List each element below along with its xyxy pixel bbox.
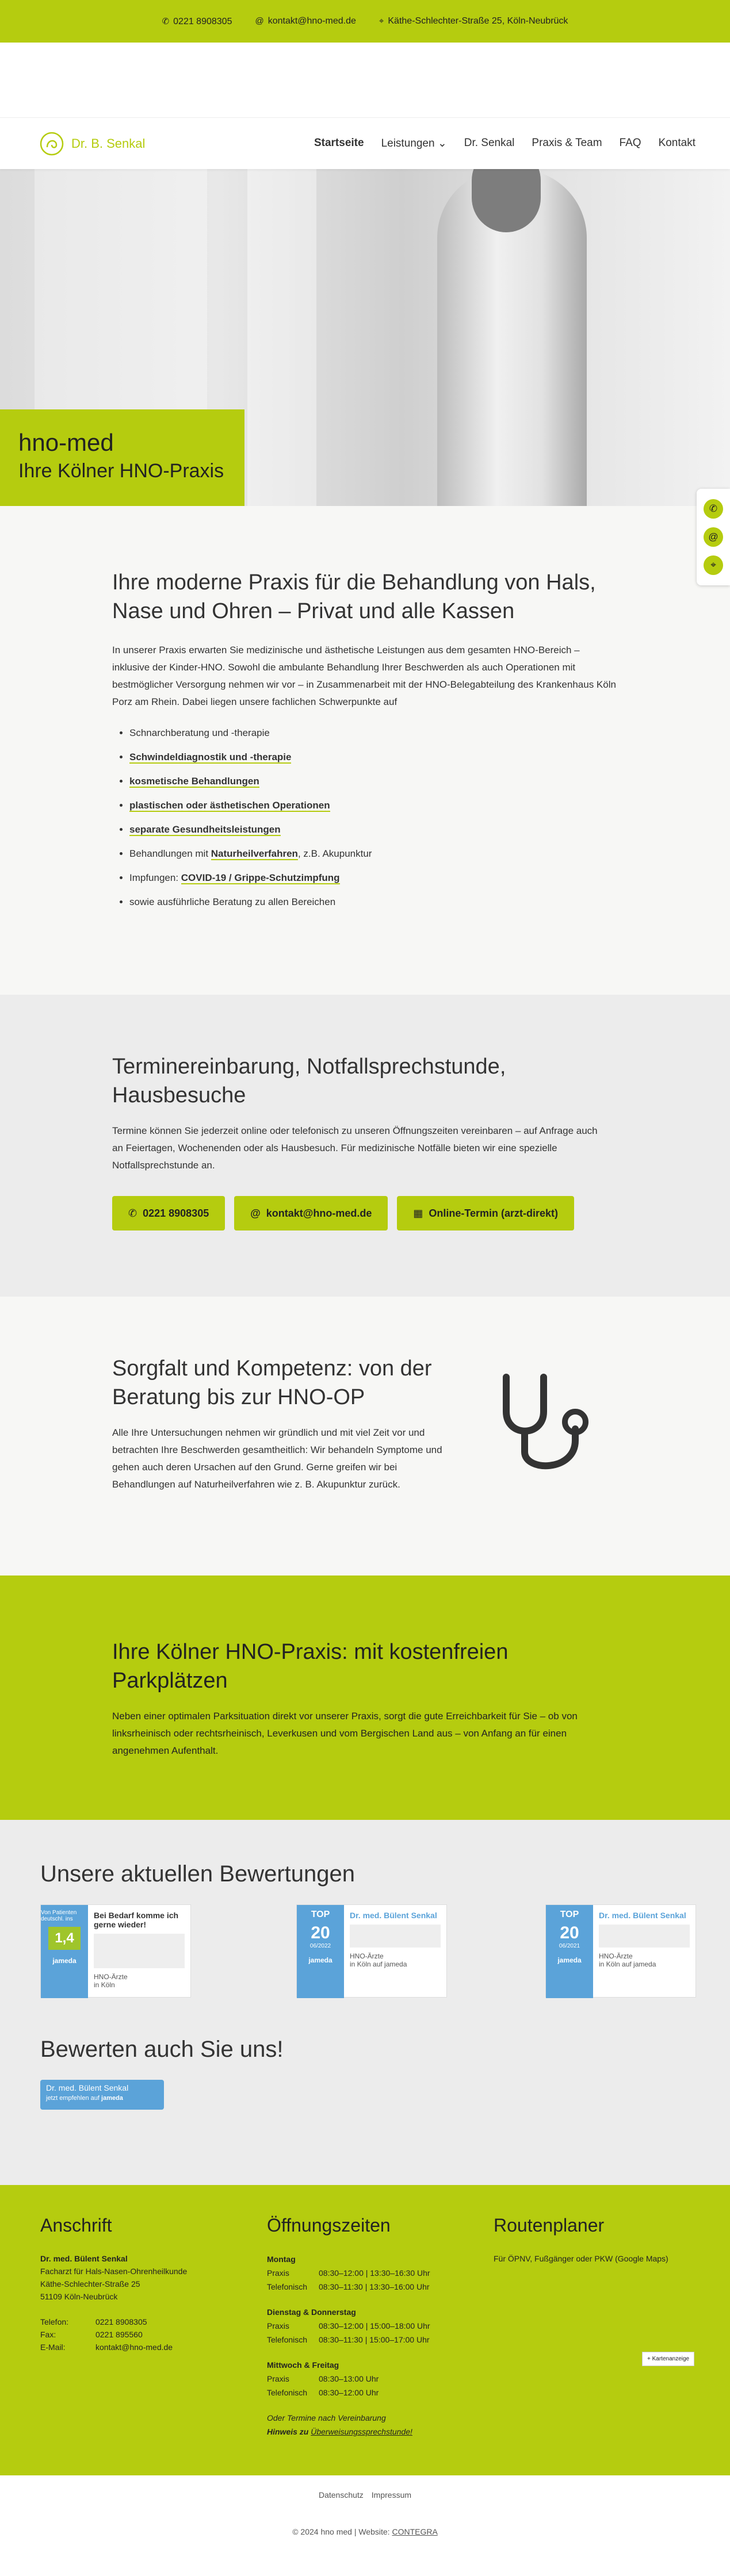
list-item-text: Schnarchberatung und -therapie — [129, 727, 270, 738]
list-item-text: sowie ausführliche Beratung zu allen Bereichen — [129, 896, 336, 907]
topbar-address-text: Käthe-Schlechter-Straße 25, Köln-Neubrück — [388, 16, 568, 26]
appointment-text: Termine können Sie jederzeit online oder telefonisch zu unseren Öffnungszeiten vereinbaren – auf Anfrage auch an Feiertagen, Wochenenden oder als Hausbesuch. Für medizinische Notfälle bieten wir eine spezielle Notfallsprechstunde an. — [112, 1125, 598, 1171]
appointment-buttons — [112, 1196, 730, 1230]
hours-label: Telefonisch — [267, 2335, 308, 2344]
list-item — [129, 866, 730, 890]
widget-divider — [350, 1925, 441, 1948]
list-item — [129, 890, 730, 914]
appointment-title: Terminereinbarung, Notfallsprechstunde, Hausbesuche — [112, 1055, 506, 1107]
hours-group — [267, 2305, 494, 2347]
widget-doctor-name: Dr. med. Bülent Senkal — [350, 1911, 437, 1920]
badge-sub: jetzt empfehlen auf — [46, 2095, 100, 2102]
footer-speciality: Facharzt für Hals-Nasen-Ohrenheilkunde — [40, 2267, 188, 2276]
badge-name: Dr. med. Bülent Senkal — [46, 2083, 129, 2092]
topbar-address[interactable] — [379, 16, 568, 26]
nav-startseite[interactable]: Startseite — [314, 137, 364, 149]
hours-group — [267, 2358, 494, 2399]
imprint-link[interactable]: Impressum — [371, 2490, 412, 2500]
widget-year: 06/2021 — [559, 1943, 580, 1949]
hero-background-shape — [247, 169, 316, 506]
reviews-title: Unsere aktuellen Bewertungen — [40, 1861, 356, 1887]
hours-label: Praxis — [267, 2268, 289, 2278]
hours-label: Telefonisch — [267, 2388, 308, 2397]
hours-value: 08:30–12:00 Uhr — [319, 2388, 379, 2397]
footer-tel-label: Telefon: — [40, 2317, 69, 2326]
site-header — [0, 117, 730, 169]
online-appointment-button[interactable] — [397, 1196, 574, 1230]
calendar-icon: ▦ — [413, 1207, 423, 1219]
nav-kontakt[interactable]: Kontakt — [658, 137, 695, 149]
location-icon[interactable]: ⌖ — [704, 555, 723, 575]
hero — [0, 169, 730, 506]
list-item — [129, 793, 730, 818]
email-button[interactable] — [234, 1196, 388, 1230]
list-item-link[interactable]: COVID-19 / Grippe-Schutzimpfung — [181, 872, 340, 883]
hours-label: Praxis — [267, 2321, 289, 2330]
widget-city: in Köln — [94, 1981, 115, 1989]
footer-street: Käthe-Schlechter-Straße 25 — [40, 2279, 140, 2288]
widget-top-label: TOP — [560, 1910, 579, 1919]
footer-route-text: Für ÖPNV, Fußgänger oder PKW (Google Maps) — [494, 2254, 668, 2263]
hours-note: Oder Termine nach Vereinbarung — [267, 2413, 386, 2422]
widget-brand: jameda — [52, 1957, 77, 1965]
jameda-widget-top20-2021[interactable] — [545, 1904, 696, 1998]
footer-tel[interactable]: 0221 8908305 — [95, 2317, 147, 2326]
copyright — [0, 2527, 730, 2536]
list-item-text: , z.B. Akupunktur — [297, 848, 372, 859]
hero-line1: hno-med — [18, 429, 114, 456]
jameda-widget-grade[interactable] — [40, 1904, 191, 1998]
hours-value: 08:30–13:00 Uhr — [319, 2374, 379, 2383]
widget-headline: Bei Bedarf komme ich gerne wieder! — [94, 1911, 179, 1929]
topbar-email-text: kontakt@hno-med.de — [267, 16, 356, 26]
care-section — [0, 1297, 730, 1575]
hours-label: Telefonisch — [267, 2282, 308, 2291]
call-button[interactable] — [112, 1196, 225, 1230]
top-spacer — [0, 43, 730, 117]
care-text: Alle Ihre Untersuchungen nehmen wir gründlich und mit viel Zeit vor und betrachten Ihre Beschwerden gesamtheitlich: Wir behandeln Symptome und gehen auch deren Ursachen auf den Grund. Gerne greifen wir bei Behandlungen auf Naturheilverfahren wie z. B. Akupunktur zurück. — [112, 1427, 442, 1490]
logo[interactable] — [39, 131, 145, 156]
nav-praxis-team[interactable]: Praxis & Team — [532, 137, 602, 149]
widget-ribbon — [546, 1905, 593, 1998]
widget-brand: jameda — [308, 1956, 332, 1964]
call-button-label: 0221 8908305 — [143, 1207, 209, 1219]
opening-hours — [267, 2252, 494, 2439]
badge-brand: jameda — [101, 2095, 123, 2102]
jameda-recommend-badge[interactable] — [40, 2080, 164, 2110]
hours-value: 08:30–12:00 | 15:00–18:00 Uhr — [319, 2321, 430, 2330]
widget-top-number: 20 — [560, 1923, 579, 1942]
at-icon: @ — [250, 1207, 261, 1219]
appointment-section — [0, 995, 730, 1297]
widget-body — [88, 1905, 190, 1997]
nav-dr-senkal[interactable]: Dr. Senkal — [464, 137, 515, 149]
focus-list — [129, 721, 730, 914]
phone-icon[interactable]: ✆ — [704, 499, 723, 519]
map-button[interactable] — [642, 2352, 694, 2366]
footer-columns — [40, 2215, 730, 2439]
logo-text: Dr. B. Senkal — [71, 136, 146, 151]
widget-divider — [599, 1925, 690, 1948]
widget-role: HNO-Ärzte — [599, 1952, 633, 1960]
bottom-bar — [0, 2475, 730, 2576]
footer-address — [40, 2215, 267, 2439]
care-title: Sorgfalt und Kompetenz: von der Beratung bis zur HNO-OP — [112, 1356, 432, 1409]
parking-title: Ihre Kölner HNO-Praxis: mit kostenfreien Parkplätzen — [112, 1640, 509, 1693]
widget-top-number: 20 — [311, 1923, 330, 1942]
footer-fax: 0221 895560 — [95, 2330, 143, 2339]
at-icon[interactable]: @ — [704, 527, 723, 547]
footer-hours-title: Öffnungszeiten — [267, 2215, 391, 2236]
widget-doctor-name: Dr. med. Bülent Senkal — [599, 1911, 686, 1920]
list-item — [129, 842, 730, 866]
widget-brand: jameda — [557, 1956, 582, 1964]
widget-role: HNO-Ärzte — [94, 1973, 128, 1981]
footer-fax-label: Fax: — [40, 2330, 56, 2339]
widget-role: HNO-Ärzte — [350, 1952, 384, 1960]
widget-grade: 1,4 — [48, 1927, 81, 1950]
hours-group — [267, 2252, 494, 2294]
agency-link[interactable]: CONTEGRA — [392, 2527, 438, 2536]
email-button-label: kontakt@hno-med.de — [266, 1207, 372, 1219]
intro-title: Ihre moderne Praxis für die Behandlung von Hals, Nase und Ohren – Privat und alle Kassen — [112, 570, 596, 623]
list-item — [129, 769, 730, 793]
hours-value: 08:30–12:00 | 13:30–16:30 Uhr — [319, 2268, 430, 2278]
parking-section — [0, 1575, 730, 1820]
widget-body — [593, 1905, 695, 1997]
nav-faq[interactable]: FAQ — [619, 137, 641, 149]
hero-line2: Ihre Kölner HNO-Praxis — [18, 460, 224, 482]
map-button-label: Kartenanzeige — [652, 2356, 690, 2362]
widget-ribbon — [297, 1905, 344, 1998]
logo-icon — [39, 131, 64, 156]
location-icon: ⌖ — [379, 16, 384, 26]
hours-hint: Hinweis zu — [267, 2427, 311, 2436]
topbar-email[interactable] — [255, 16, 356, 26]
footer-name: Dr. med. Bülent Senkal — [40, 2254, 128, 2263]
nav-leistungen[interactable] — [381, 137, 447, 150]
footer-address-title: Anschrift — [40, 2215, 112, 2236]
footer-mail-label: E-Mail: — [40, 2343, 66, 2352]
list-item-link[interactable]: Naturheilverfahren — [211, 848, 298, 859]
phone-icon: ✆ — [162, 16, 170, 26]
stethoscope-icon — [489, 1371, 595, 1478]
list-item-text: Impfungen: — [129, 872, 181, 883]
nav-leistungen-label: Leistungen — [381, 137, 435, 150]
hours-value: 08:30–11:30 | 15:00–17:00 Uhr — [319, 2335, 430, 2344]
hours-day: Montag — [267, 2255, 296, 2264]
top-bar — [0, 0, 730, 43]
widget-year: 06/2022 — [309, 1943, 331, 1949]
referral-link[interactable]: Überweisungssprechstunde! — [311, 2427, 412, 2436]
widget-top-label: TOP — [311, 1910, 330, 1919]
hours-day: Dienstag & Donnerstag — [267, 2307, 356, 2317]
hours-label: Praxis — [267, 2374, 289, 2383]
privacy-link[interactable]: Datenschutz — [318, 2490, 364, 2500]
hours-value: 08:30–11:30 | 13:30–16:00 Uhr — [319, 2282, 430, 2291]
review-widgets — [40, 1904, 730, 2002]
list-item-link[interactable]: Schwindeldiagnostik und -therapie — [129, 752, 292, 762]
footer-route-planner — [494, 2215, 720, 2439]
intro-section — [0, 506, 730, 995]
footer — [0, 2185, 730, 2475]
widget-ribbon-text: Von Patienten deutschl. ins — [41, 1910, 77, 1922]
legal-links — [0, 2490, 730, 2500]
jameda-widget-top20-2022[interactable] — [296, 1904, 447, 1998]
footer-route-title: Routenplaner — [494, 2215, 605, 2236]
hero-title-box — [0, 409, 244, 506]
chevron-down-icon: ⌄ — [437, 137, 447, 150]
widget-city: in Köln auf jameda — [350, 1960, 407, 1968]
widget-body — [344, 1905, 446, 1997]
list-item — [129, 818, 730, 842]
floating-contact-bar — [697, 489, 730, 585]
online-appointment-label: Online-Termin (arzt-direkt) — [429, 1207, 559, 1219]
at-icon: @ — [255, 16, 264, 26]
plus-icon: + — [647, 2356, 651, 2362]
main-nav — [314, 137, 695, 150]
widget-city: in Köln auf jameda — [599, 1960, 656, 1968]
phone-icon: ✆ — [128, 1207, 137, 1219]
hours-day: Mittwoch & Freitag — [267, 2360, 339, 2370]
widget-review-excerpt — [94, 1934, 185, 1968]
list-item-link[interactable]: plastischen oder ästhetischen Operationen — [129, 800, 330, 811]
topbar-phone-text: 0221 8908305 — [173, 16, 232, 26]
widget-ribbon — [41, 1905, 88, 1998]
footer-opening-hours — [267, 2215, 494, 2439]
footer-contact — [40, 2316, 267, 2353]
list-item-link[interactable]: kosmetische Behandlungen — [129, 776, 259, 787]
reviews-section — [0, 1820, 730, 2185]
copyright-text: © 2024 hno med | Website: — [292, 2527, 390, 2536]
rate-us-title: Bewerten auch Sie uns! — [40, 2037, 284, 2062]
footer-mail[interactable]: kontakt@hno-med.de — [95, 2343, 173, 2352]
intro-text: In unserer Praxis erwarten Sie medizinische und ästhetische Leistungen aus dem gesamten HNO-Bereich – inklusive der Kinder-HNO. Sowohl die ambulante Behandlung Ihrer Beschwerden als auch Operationen mit bestmöglicher Versorgung nehmen wir vor – in Zusammenarbeit mit der HNO-Belegabteilung des Krankenhaus Köln Porz am Rhein. Dabei liegen unsere fachlichen Schwerpunkte auf — [112, 645, 616, 707]
list-item-text: Behandlungen mit — [129, 848, 211, 859]
footer-city: 51109 Köln-Neubrück — [40, 2292, 118, 2301]
list-item-link[interactable]: separate Gesundheitsleistungen — [129, 824, 281, 835]
list-item — [129, 745, 730, 769]
list-item — [129, 721, 730, 745]
parking-text: Neben einer optimalen Parksituation direkt vor unserer Praxis, sorgt die gute Erreichbarkeit für Sie – ob von linksrheinisch oder rechtsrheinisch, Leverkusen und vom Bergischen Land aus – von Anfang an für einen angenehmen Aufenthalt. — [112, 1711, 578, 1756]
topbar-phone[interactable] — [162, 16, 232, 27]
